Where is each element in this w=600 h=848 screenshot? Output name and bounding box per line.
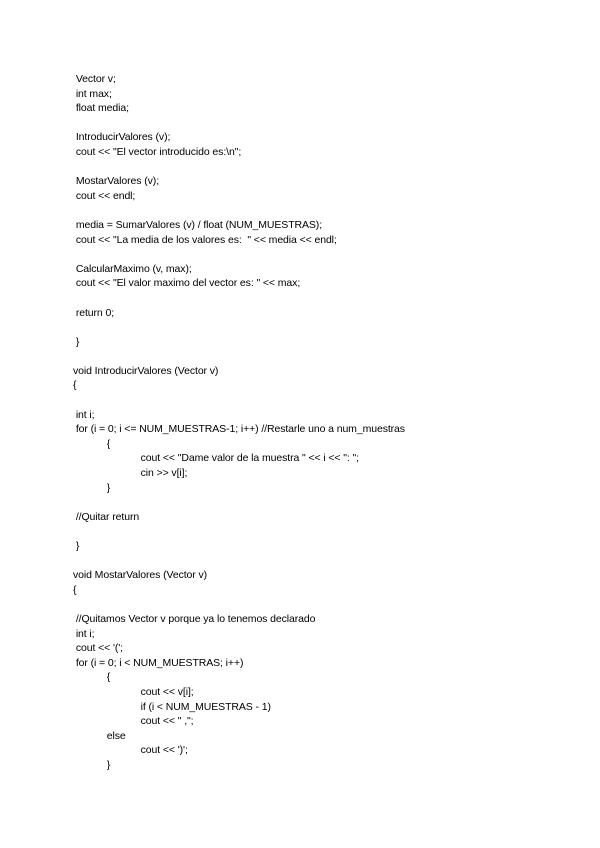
code-line xyxy=(73,554,405,569)
code-line: float media; xyxy=(73,102,129,115)
code-line: cout << "El valor maximo del vector es: " << max; xyxy=(73,277,301,290)
code-line: int max; xyxy=(73,87,112,100)
code-line xyxy=(73,247,405,262)
code-line: for (i = 0; i <= NUM_MUESTRAS-1; i++) //Restarle uno a num_muestras xyxy=(73,423,405,436)
code-line: //Quitar return xyxy=(73,510,140,523)
code-line: int i; xyxy=(73,408,95,421)
code-line: cout << "Dame valor de la muestra " << i << ": "; xyxy=(73,452,359,465)
code-line xyxy=(73,597,405,612)
code-line xyxy=(73,495,405,510)
code-line: int i; xyxy=(73,627,95,640)
code-line: } xyxy=(73,481,111,494)
code-line xyxy=(73,160,405,175)
code-line: cout << " ,"; xyxy=(73,715,194,728)
code-line: cout << "La media de los valores es: " << media << endl; xyxy=(73,233,337,246)
code-line: } xyxy=(73,758,111,771)
code-line: cout << endl; xyxy=(73,189,136,202)
code-line xyxy=(73,320,405,335)
code-line: else xyxy=(73,729,126,742)
code-line: } xyxy=(73,540,80,552)
code-line: //Quitamos Vector v porque ya lo tenemos declarado xyxy=(73,612,316,625)
code-line: if (i < NUM_MUESTRAS - 1) xyxy=(73,700,271,713)
code-line: } xyxy=(73,335,80,348)
code-line: { xyxy=(73,671,111,684)
code-line xyxy=(73,524,405,539)
code-line xyxy=(73,116,405,131)
code-line xyxy=(73,291,405,306)
code-line: cout << "El vector introducido es:\n"; xyxy=(73,145,242,158)
code-line xyxy=(73,393,405,408)
code-line: { xyxy=(73,379,77,392)
code-line: for (i = 0; i < NUM_MUESTRAS; i++) xyxy=(73,656,244,669)
code-line: MostarValores (v); xyxy=(73,175,160,188)
code-line xyxy=(73,203,405,218)
code-line xyxy=(73,349,405,364)
code-line: cout << '('; xyxy=(73,642,123,655)
code-line: return 0; xyxy=(73,306,115,319)
code-line: { xyxy=(73,583,77,596)
code-listing xyxy=(73,72,405,773)
code-line: Vector v; xyxy=(73,73,116,85)
code-line: IntroducirValores (v); xyxy=(73,131,171,144)
code-line: cout << v[i]; xyxy=(73,685,194,698)
code-line: { xyxy=(73,437,111,450)
code-line: void IntroducirValores (Vector v) xyxy=(73,364,219,377)
code-line: media = SumarValores (v) / float (NUM_MUESTRAS); xyxy=(73,218,323,231)
code-line: CalcularMaximo (v, max); xyxy=(73,262,192,275)
code-line: cout << ')'; xyxy=(73,744,188,757)
code-line: void MostarValores (Vector v) xyxy=(73,569,208,582)
code-line: cin >> v[i]; xyxy=(73,467,188,480)
